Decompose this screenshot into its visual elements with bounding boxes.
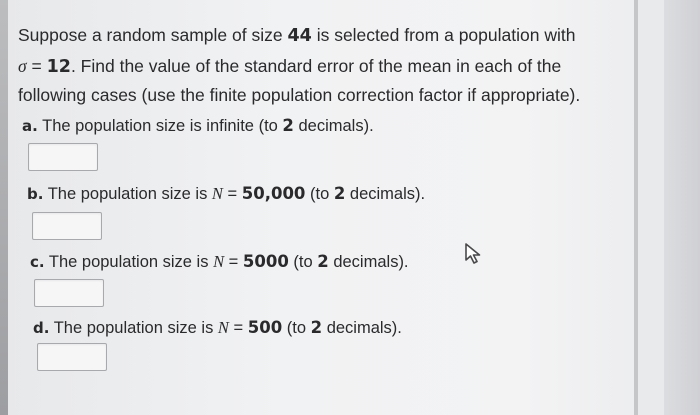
sigma-value: 12 — [46, 57, 71, 77]
part-a-label: a. — [22, 117, 38, 135]
question-line-1: Suppose a random sample of size 44 is selected from a population with — [18, 25, 576, 46]
part-b-prompt: b. The population size is N = 50,000 (to 2 decimals). — [27, 184, 426, 203]
sigma-symbol: σ — [18, 56, 27, 76]
question-line-2: σ = 12. Find the value of the standard error of the mean in each of the — [18, 56, 562, 77]
scrollbar[interactable] — [664, 0, 700, 415]
part-c-label: c. — [30, 253, 45, 271]
part-d-prompt: d. The population size is N = 500 (to 2 decimals). — [33, 318, 402, 337]
left-border — [0, 0, 8, 415]
mouse-pointer-icon — [463, 242, 485, 266]
part-c-answer-input[interactable] — [34, 279, 104, 307]
part-b-answer-input[interactable] — [32, 212, 102, 240]
question-line-3: following cases (use the finite population correction factor if appropriate). — [18, 85, 581, 105]
part-d-label: d. — [33, 319, 50, 337]
part-a-prompt: a. The population size is infinite (to 2 decimals). — [22, 116, 374, 135]
part-a-answer-input[interactable] — [28, 143, 98, 171]
part-b-label: b. — [27, 185, 44, 203]
question-text — [18, 22, 630, 108]
sample-size-value: 44 — [287, 26, 312, 46]
part-d-answer-input[interactable] — [37, 343, 107, 371]
part-c-prompt: c. The population size is N = 5000 (to 2 decimals). — [30, 252, 409, 271]
